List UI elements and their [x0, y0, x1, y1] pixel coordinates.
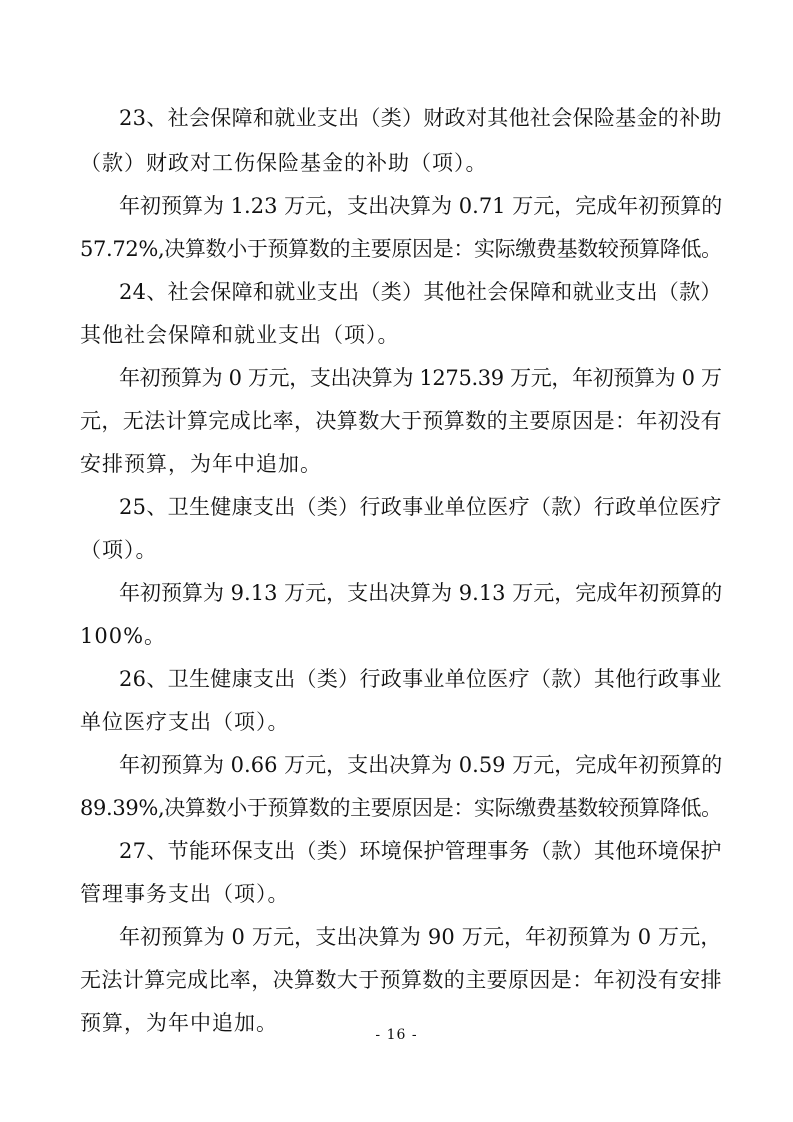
item-25-body-line-1: 年初预算为 9.13 万元，支出决算为 9.13 万元，完成年初预算的	[119, 581, 723, 605]
item-24-heading-line-2: 其他社会保障和就业支出（项）。	[80, 323, 400, 347]
page-number: - 16 -	[375, 1027, 418, 1043]
item-27-body-line-1: 年初预算为 0 万元，支出决算为 90 万元，年初预算为 0 万元，	[119, 925, 722, 949]
item-23-body-line-1: 年初预算为 1.23 万元，支出决算为 0.71 万元，完成年初预算的	[119, 194, 723, 218]
item-25-heading-line-1: 25、卫生健康支出（类）行政事业单位医疗（款）行政单位医疗	[119, 495, 722, 519]
item-24-body-line-1: 年初预算为 0 万元，支出决算为 1275.39 万元，年初预算为 0 万	[119, 366, 722, 390]
item-26-heading-line-1: 26、卫生健康支出（类）行政事业单位医疗（款）其他行政事业	[119, 667, 722, 691]
item-25-body-line-2: 100%。	[80, 624, 167, 648]
item-24-body-line-2: 元，无法计算完成比率，决算数大于预算数的主要原因是：年初没有	[80, 409, 722, 433]
item-26-heading-line-2: 单位医疗支出（项）。	[80, 710, 290, 734]
item-23-body-line-2: 57.72%,决算数小于预算数的主要原因是：实际缴费基数较预算降低。	[80, 237, 722, 261]
item-23-heading-line-2: （款）财政对工伤保险基金的补助（项）。	[80, 151, 488, 175]
item-27-heading-line-2: 管理事务支出（项）。	[80, 882, 290, 906]
item-24-body-line-3: 安排预算，为年中追加。	[80, 452, 322, 476]
item-27-body-line-2: 无法计算完成比率，决算数大于预算数的主要原因是：年初没有安排	[80, 968, 722, 992]
item-24-heading-line-1: 24、社会保障和就业支出（类）其他社会保障和就业支出（款）	[119, 280, 722, 304]
item-26-body-line-1: 年初预算为 0.66 万元，支出决算为 0.59 万元，完成年初预算的	[119, 753, 723, 777]
item-23-heading-line-1: 23、社会保障和就业支出（类）财政对其他社会保险基金的补助	[119, 106, 722, 130]
item-27-body-line-3: 预算，为年中追加。	[80, 1011, 278, 1035]
item-25-heading-line-2: （项）。	[80, 538, 158, 562]
item-26-body-line-2: 89.39%,决算数小于预算数的主要原因是：实际缴费基数较预算降低。	[80, 796, 722, 820]
item-27-heading-line-1: 27、节能环保支出（类）环境保护管理事务（款）其他环境保护	[119, 839, 722, 863]
